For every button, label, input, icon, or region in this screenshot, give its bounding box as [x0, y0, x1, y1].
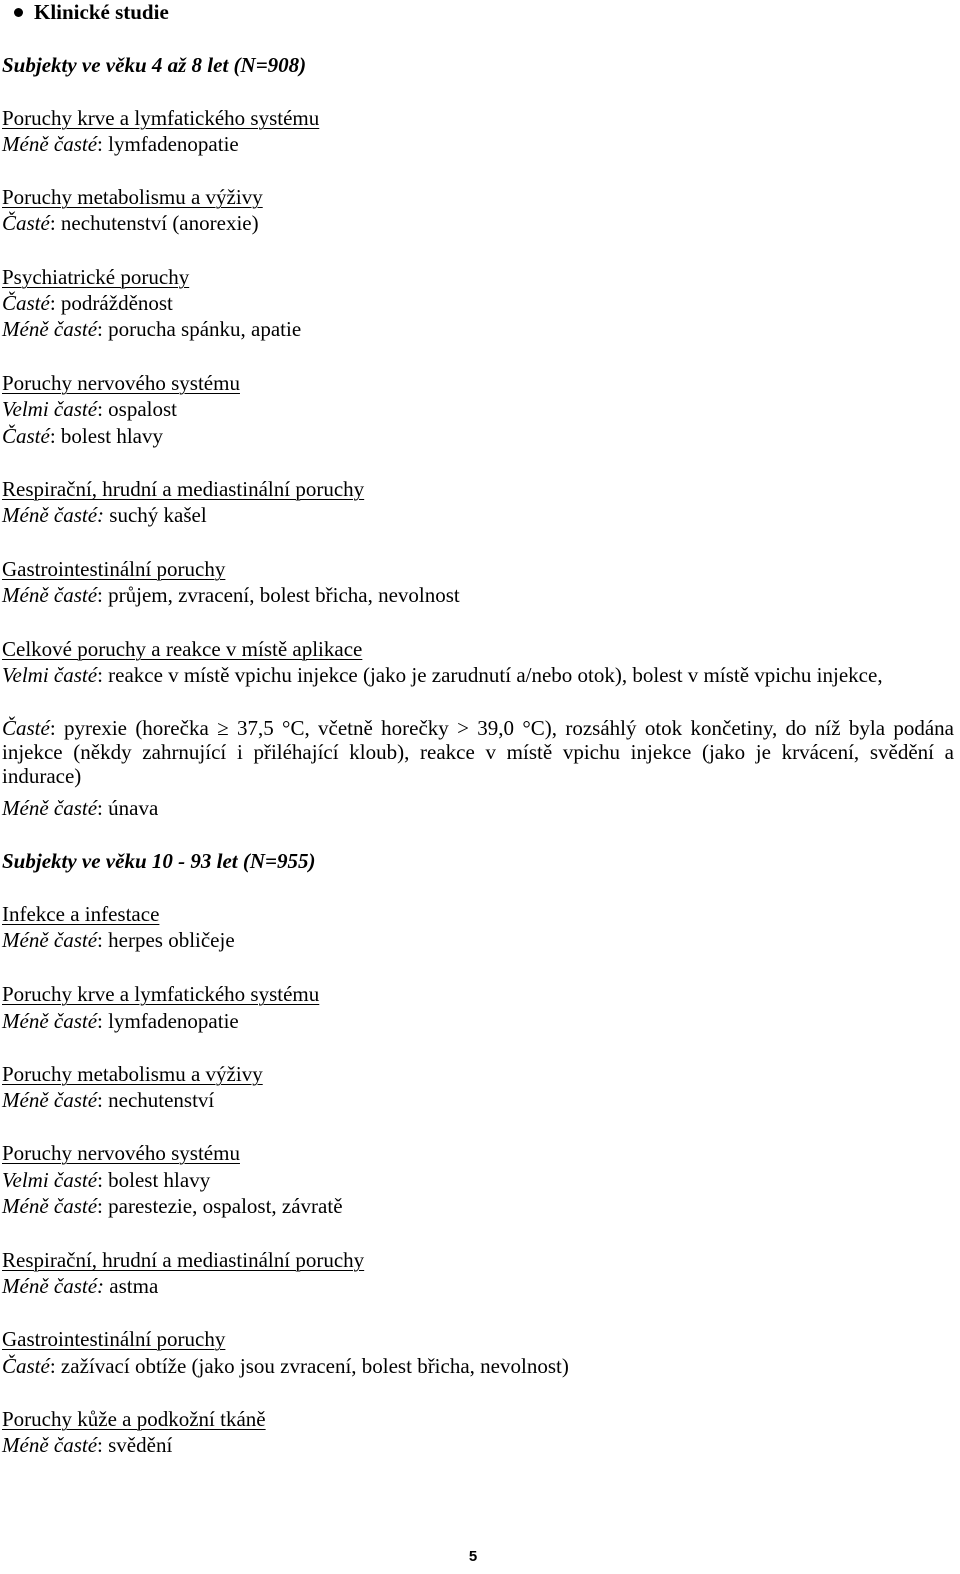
- adverse-effect-line: [2, 291, 173, 315]
- adverse-effect-line: [2, 1433, 172, 1457]
- frequency-label: Méně časté: [2, 583, 98, 607]
- adverse-effect-line: [2, 211, 259, 235]
- organ-class-heading: Respirační, hrudní a mediastinální poruchy: [2, 1248, 365, 1272]
- effect-text: astma: [104, 1274, 159, 1298]
- frequency-label: Časté: [2, 424, 50, 448]
- adverse-effect-line: [2, 503, 207, 527]
- effect-text: : lymfadenopatie: [97, 1009, 239, 1033]
- effect-text: : porucha spánku, apatie: [97, 317, 302, 341]
- organ-class-heading: Celkové poruchy a reakce v místě aplikace: [2, 637, 363, 661]
- frequency-label: Velmi časté: [2, 397, 98, 421]
- effect-text: : zažívací obtíže (jako jsou zvracení, bolest břicha, nevolnost): [49, 1354, 569, 1378]
- organ-class-heading: Infekce a infestace: [2, 902, 160, 926]
- organ-class-heading: Poruchy metabolismu a výživy: [2, 1062, 263, 1086]
- frequency-label: Méně časté: [2, 1088, 98, 1112]
- organ-class-heading: Poruchy krve a lymfatického systému: [2, 106, 320, 130]
- subject-group-title: Subjekty ve věku 10 - 93 let (N=955): [2, 849, 316, 873]
- frequency-label: Méně časté: [2, 317, 98, 341]
- adverse-effect-line: [2, 663, 954, 687]
- adverse-effect-line: [2, 424, 163, 448]
- organ-class-heading: Poruchy krve a lymfatického systému: [2, 982, 320, 1006]
- organ-class-heading: Respirační, hrudní a mediastinální poruchy: [2, 477, 365, 501]
- frequency-label: Méně časté:: [2, 1274, 105, 1298]
- effect-text: : únava: [97, 796, 159, 820]
- frequency-label: Časté: [2, 291, 50, 315]
- adverse-effect-line: [2, 1194, 343, 1218]
- frequency-label: Méně časté:: [2, 503, 105, 527]
- subject-group-title: Subjekty ve věku 4 až 8 let (N=908): [2, 53, 307, 77]
- organ-class-heading: Poruchy nervového systému: [2, 1141, 240, 1165]
- frequency-label: Velmi časté: [2, 663, 98, 687]
- adverse-effect-line: [2, 928, 235, 952]
- adverse-effect-line: [2, 583, 460, 607]
- page-number: 5: [468, 1548, 478, 1565]
- adverse-effect-line: [2, 397, 177, 421]
- effect-text: : nechutenství: [97, 1088, 215, 1112]
- effect-text: : průjem, zvracení, bolest břicha, nevolnost: [97, 583, 460, 607]
- adverse-effect-line: [2, 317, 301, 341]
- frequency-label: Méně časté: [2, 1194, 98, 1218]
- effect-text: : bolest hlavy: [49, 424, 163, 448]
- frequency-label: Časté: [2, 211, 50, 235]
- frequency-label: Méně časté: [2, 132, 98, 156]
- adverse-effect-line: [2, 1168, 210, 1192]
- organ-class-heading: Gastrointestinální poruchy: [2, 557, 226, 581]
- effect-text: : nechutenství (anorexie): [49, 211, 259, 235]
- bullet-icon: [14, 8, 23, 17]
- organ-class-heading: Gastrointestinální poruchy: [2, 1327, 226, 1351]
- organ-class-heading: Poruchy kůže a podkožní tkáně: [2, 1407, 266, 1431]
- adverse-effect-line: [2, 1354, 569, 1378]
- organ-class-heading: Poruchy nervového systému: [2, 371, 240, 395]
- organ-class-heading: Psychiatrické poruchy: [2, 265, 190, 289]
- effect-text: : lymfadenopatie: [97, 132, 239, 156]
- adverse-effect-line: [2, 1088, 214, 1112]
- effect-text: : pyrexie (horečka ≥ 37,5 °C, včetně horečky > 39,0 °C), rozsáhlý otok končetiny, do níž byla podána injekce (někdy zahrnující i přiléhající kloub), reakce v místě vpichu injekce (jako je krvácení, svědění a indurace): [2, 716, 954, 788]
- effect-text: : ospalost: [97, 397, 177, 421]
- adverse-effect-line: [2, 1009, 239, 1033]
- effect-text: : bolest hlavy: [97, 1168, 211, 1192]
- organ-class-heading: Poruchy metabolismu a výživy: [2, 185, 263, 209]
- frequency-label: Méně časté: [2, 1433, 98, 1457]
- frequency-label: Méně časté: [2, 796, 98, 820]
- effect-text: suchý kašel: [104, 503, 207, 527]
- frequency-label: Méně časté: [2, 1009, 98, 1033]
- effect-text: : podrážděnost: [49, 291, 173, 315]
- frequency-label: Velmi časté: [2, 1168, 98, 1192]
- adverse-effect-line: [2, 716, 954, 788]
- frequency-label: Časté: [2, 716, 50, 740]
- section-title: Klinické studie: [34, 0, 169, 24]
- frequency-label: Méně časté: [2, 928, 98, 952]
- effect-text: : herpes obličeje: [97, 928, 235, 952]
- effect-text: : parestezie, ospalost, závratě: [97, 1194, 343, 1218]
- effect-text: : svědění: [97, 1433, 173, 1457]
- adverse-effect-line: [2, 132, 239, 156]
- effect-text: : reakce v místě vpichu injekce (jako je zarudnutí a/nebo otok), bolest v místě vpichu injekce,: [97, 663, 883, 687]
- adverse-effect-line: [2, 796, 158, 820]
- adverse-effect-line: [2, 1274, 158, 1298]
- frequency-label: Časté: [2, 1354, 50, 1378]
